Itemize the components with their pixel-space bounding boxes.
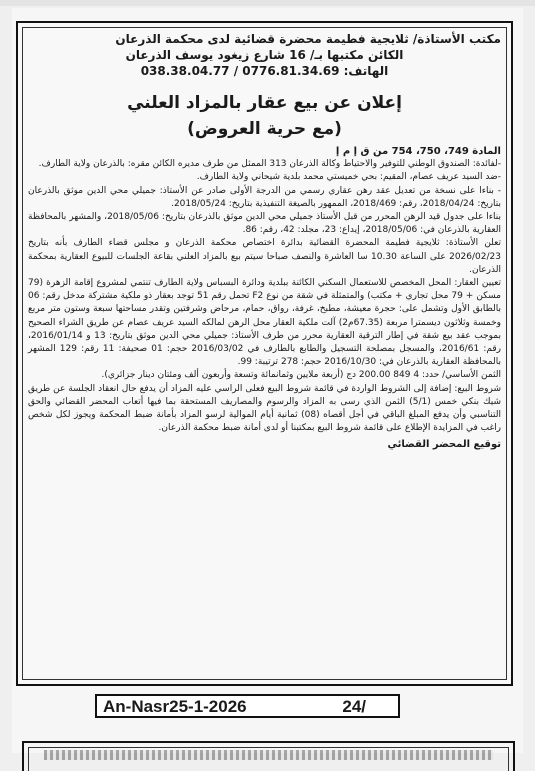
notice-content bbox=[28, 31, 501, 450]
paragraph-sale-conditions: شروط البيع: إضافة إلى الشروط الواردة في قائمة شروط البيع فعلى الراسي عليه المزاد أن يدفع حال انعقاد الجلسة عن طريق شيك بنكي خمس (5/1) الثمن الذي رسى به المزاد والرسوم والمصاريف المستحقة بما فيها أتعاب المحضر القضائي والحق التناسبي وأن يدفع المبلغ الباقي في أجل أقصاه (08) ثمانية أيام الموالية لرسو المزاد بأمانة ضبط المحكمة ويجوز لكل شخص راغب في المزايدة الإطلاع على قائمة شروط البيع بمكتبنا أو لدى أمانة ضبط محكمة الذرعان. bbox=[28, 383, 501, 434]
legal-notice-box bbox=[16, 21, 513, 686]
next-notice-box bbox=[22, 741, 515, 771]
paragraph-mortgage-registry: بناءا على جدول قيد الرهن المحرر من قبل الأستاذ جميلي محي الدين موثق بالذرعان بتاريخ: 2018/05/06، والمشهر بالمحافظة العقارية بالذرعان في: 2018/05/06، إيداع: 23، مجلد: 42، رقم: 86. bbox=[28, 212, 501, 236]
office-header: مكتب الأستاذة/ ثلايجية فطيمة محضرة قضائية لدى محكمة الذرعان bbox=[115, 32, 501, 46]
paragraph-base-price: الثمن الأساسي/ حدد: 4 849 200.00 دج (أربعة ملايين وثمانمائة وتسعة وأربعون ألف ومئتان دينار جزائري). bbox=[101, 370, 501, 381]
page-number: 24/ bbox=[342, 697, 366, 716]
notice-body bbox=[28, 145, 501, 435]
office-address: الكائن مكتبها بـ/ 16 شارع زيغود يوسف الذرعان bbox=[125, 48, 404, 62]
notice-title: إعلان عن بيع عقار بالمزاد العلني bbox=[127, 93, 402, 113]
publication-footer bbox=[95, 694, 400, 718]
paragraph-auction-announcement: تعلن الأستاذة: ثلايجية فطيمة المحضرة القضائية بدائرة اختصاص محكمة الذرعان و مجلس قضاء الطارف بأنه بتاريخ 2026/02/23 على الساعة 10.30 سا العاشرة والنصف صباحا سيتم بيع بالمزاد العلني بقاعة الجلسات للبيوع العقارية بمحكمة الذرعان. bbox=[28, 238, 501, 275]
paragraph-property-description: تعيين العقار: المحل المخصص للاستعمال السكني الكائنة ببلدية ودائرة البسباس ولاية الطارف تنتمي لمشروع إقامة الزهرة (79 مسكن + 79 محل تجاري + مكتب) والمتمثلة في شقة من نوع F2 تحمل رقم 51 توجد بعقار ذو ملكية مشتركة مدخل رقم: 06 بالطابق الأول وتشمل على: حجرة معيشة، مطبخ، غرفة، رواق، حمام، مرحاض وشرفتين وتقدر مساحتها سبعة وستون متر مربع وخمسة وثلاثون ديسمترا مربعة (67.35م2) آلت ملكية العقار محل الرهن لمالكه السيد عريف عصام عن طريق الشراء الصحيح بموجب عقد بيع شقة في إطار الترقية العقارية محرر من طرف الأستاذ: جميلي محي الدين موثق بتاريخ: 13 و 2016/01/14، رقم: 2016/61، والمسجل بمصلحة التسجيل والطابع بالطارف في 2016/03/02 حجم: 01 صحيفة: 11 رقم: 129 المشهر بالمحافظة العقارية بالذرعان في: 2016/10/30 حجم: 278 ترتيبة: 99. bbox=[28, 278, 501, 368]
publication-name: An-Nasr25-1-2026 bbox=[103, 697, 247, 716]
page-edge bbox=[0, 0, 535, 6]
notice-subtitle: (مع حرية العروض) bbox=[187, 119, 342, 139]
paragraph-debtor: -ضد السيد عريف عصام، المقيم: بحي خميستي محمد بلدية شيحاني ولاية الطارف. bbox=[196, 172, 501, 183]
bailiff-signature: توقيع المحضر القضائي bbox=[387, 439, 501, 451]
office-phone: الهاتف: 0776.81.34.69 / 038.38.04.77 bbox=[140, 64, 389, 78]
next-notice-cut-text bbox=[44, 750, 493, 760]
paragraph-beneficiary: -لفائدة: الصندوق الوطني للتوفير والاحتياط وكالة الذرعان 313 الممثل من طرف مديره الكائن مقره: بالذرعان ولاية الطارف. bbox=[38, 159, 501, 170]
legal-articles: المادة 749، 750، 754 من ق إ م إ bbox=[335, 146, 501, 157]
paragraph-mortgage-deed: - بناءا على نسخة من تعديل عقد رهن عقاري رسمي من الدرجة الأولى صادر عن الأستاذ: جميلي محي الدين موثق بالذرعان بتاريخ: 2018/04/24، رقم: 2018/469، الممهور بالصيغة التنفيذية بتاريخ: 2018/05/24. bbox=[28, 185, 501, 209]
